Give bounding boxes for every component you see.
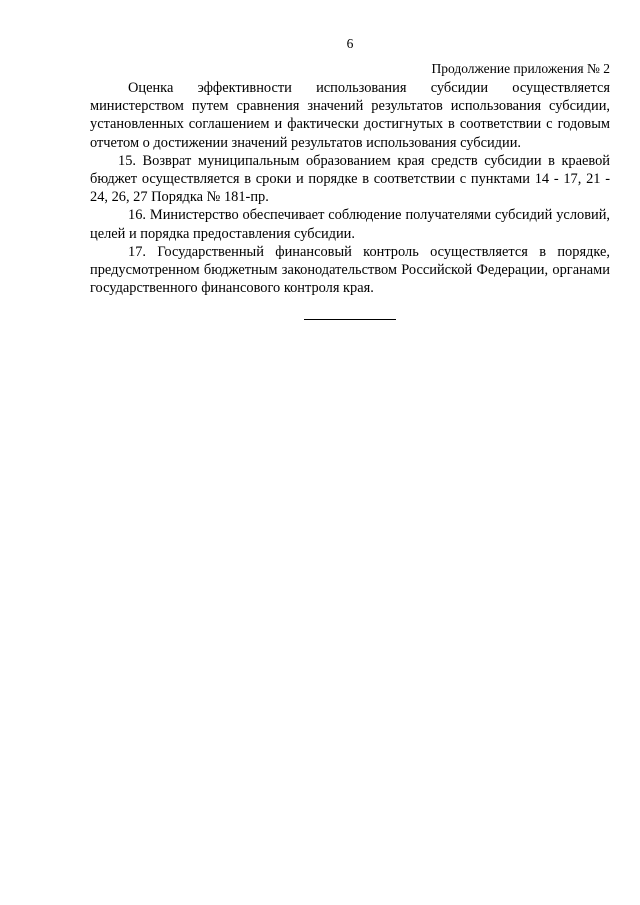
paragraph-15-refund: 15. Возврат муниципальным образованием края средств субсидии в краевой бюджет осуществляется в сроки и порядке в соответствии с пунктами 14 - 17, 21 - 24, 26, 27 Порядка № 181-пр. — [90, 152, 610, 206]
paragraph-17-control: 17. Государственный финансовый контроль осуществляется в порядке, предусмотренном бюджетным законодательством Российской Федерации, органами государственного финансового контроля края. — [90, 243, 610, 297]
page-number: 6 — [346, 36, 354, 51]
paragraph-16-compliance: 16. Министерство обеспечивает соблюдение получателями субсидий условий, целей и порядка предоставления субсидии. — [90, 207, 610, 242]
continuation-label: Продолжение приложения № 2 — [431, 61, 610, 76]
end-of-document-rule — [304, 319, 396, 320]
document-body — [90, 79, 610, 297]
paragraph-evaluation: Оценка эффективности использования субсидии осуществляется министерством путем сравнения значений результатов использования субсидии, установленных соглашением и фактически достигнутых в соответствии с годовым отчетом о достижении значений результатов использования субсидии. — [90, 80, 610, 151]
